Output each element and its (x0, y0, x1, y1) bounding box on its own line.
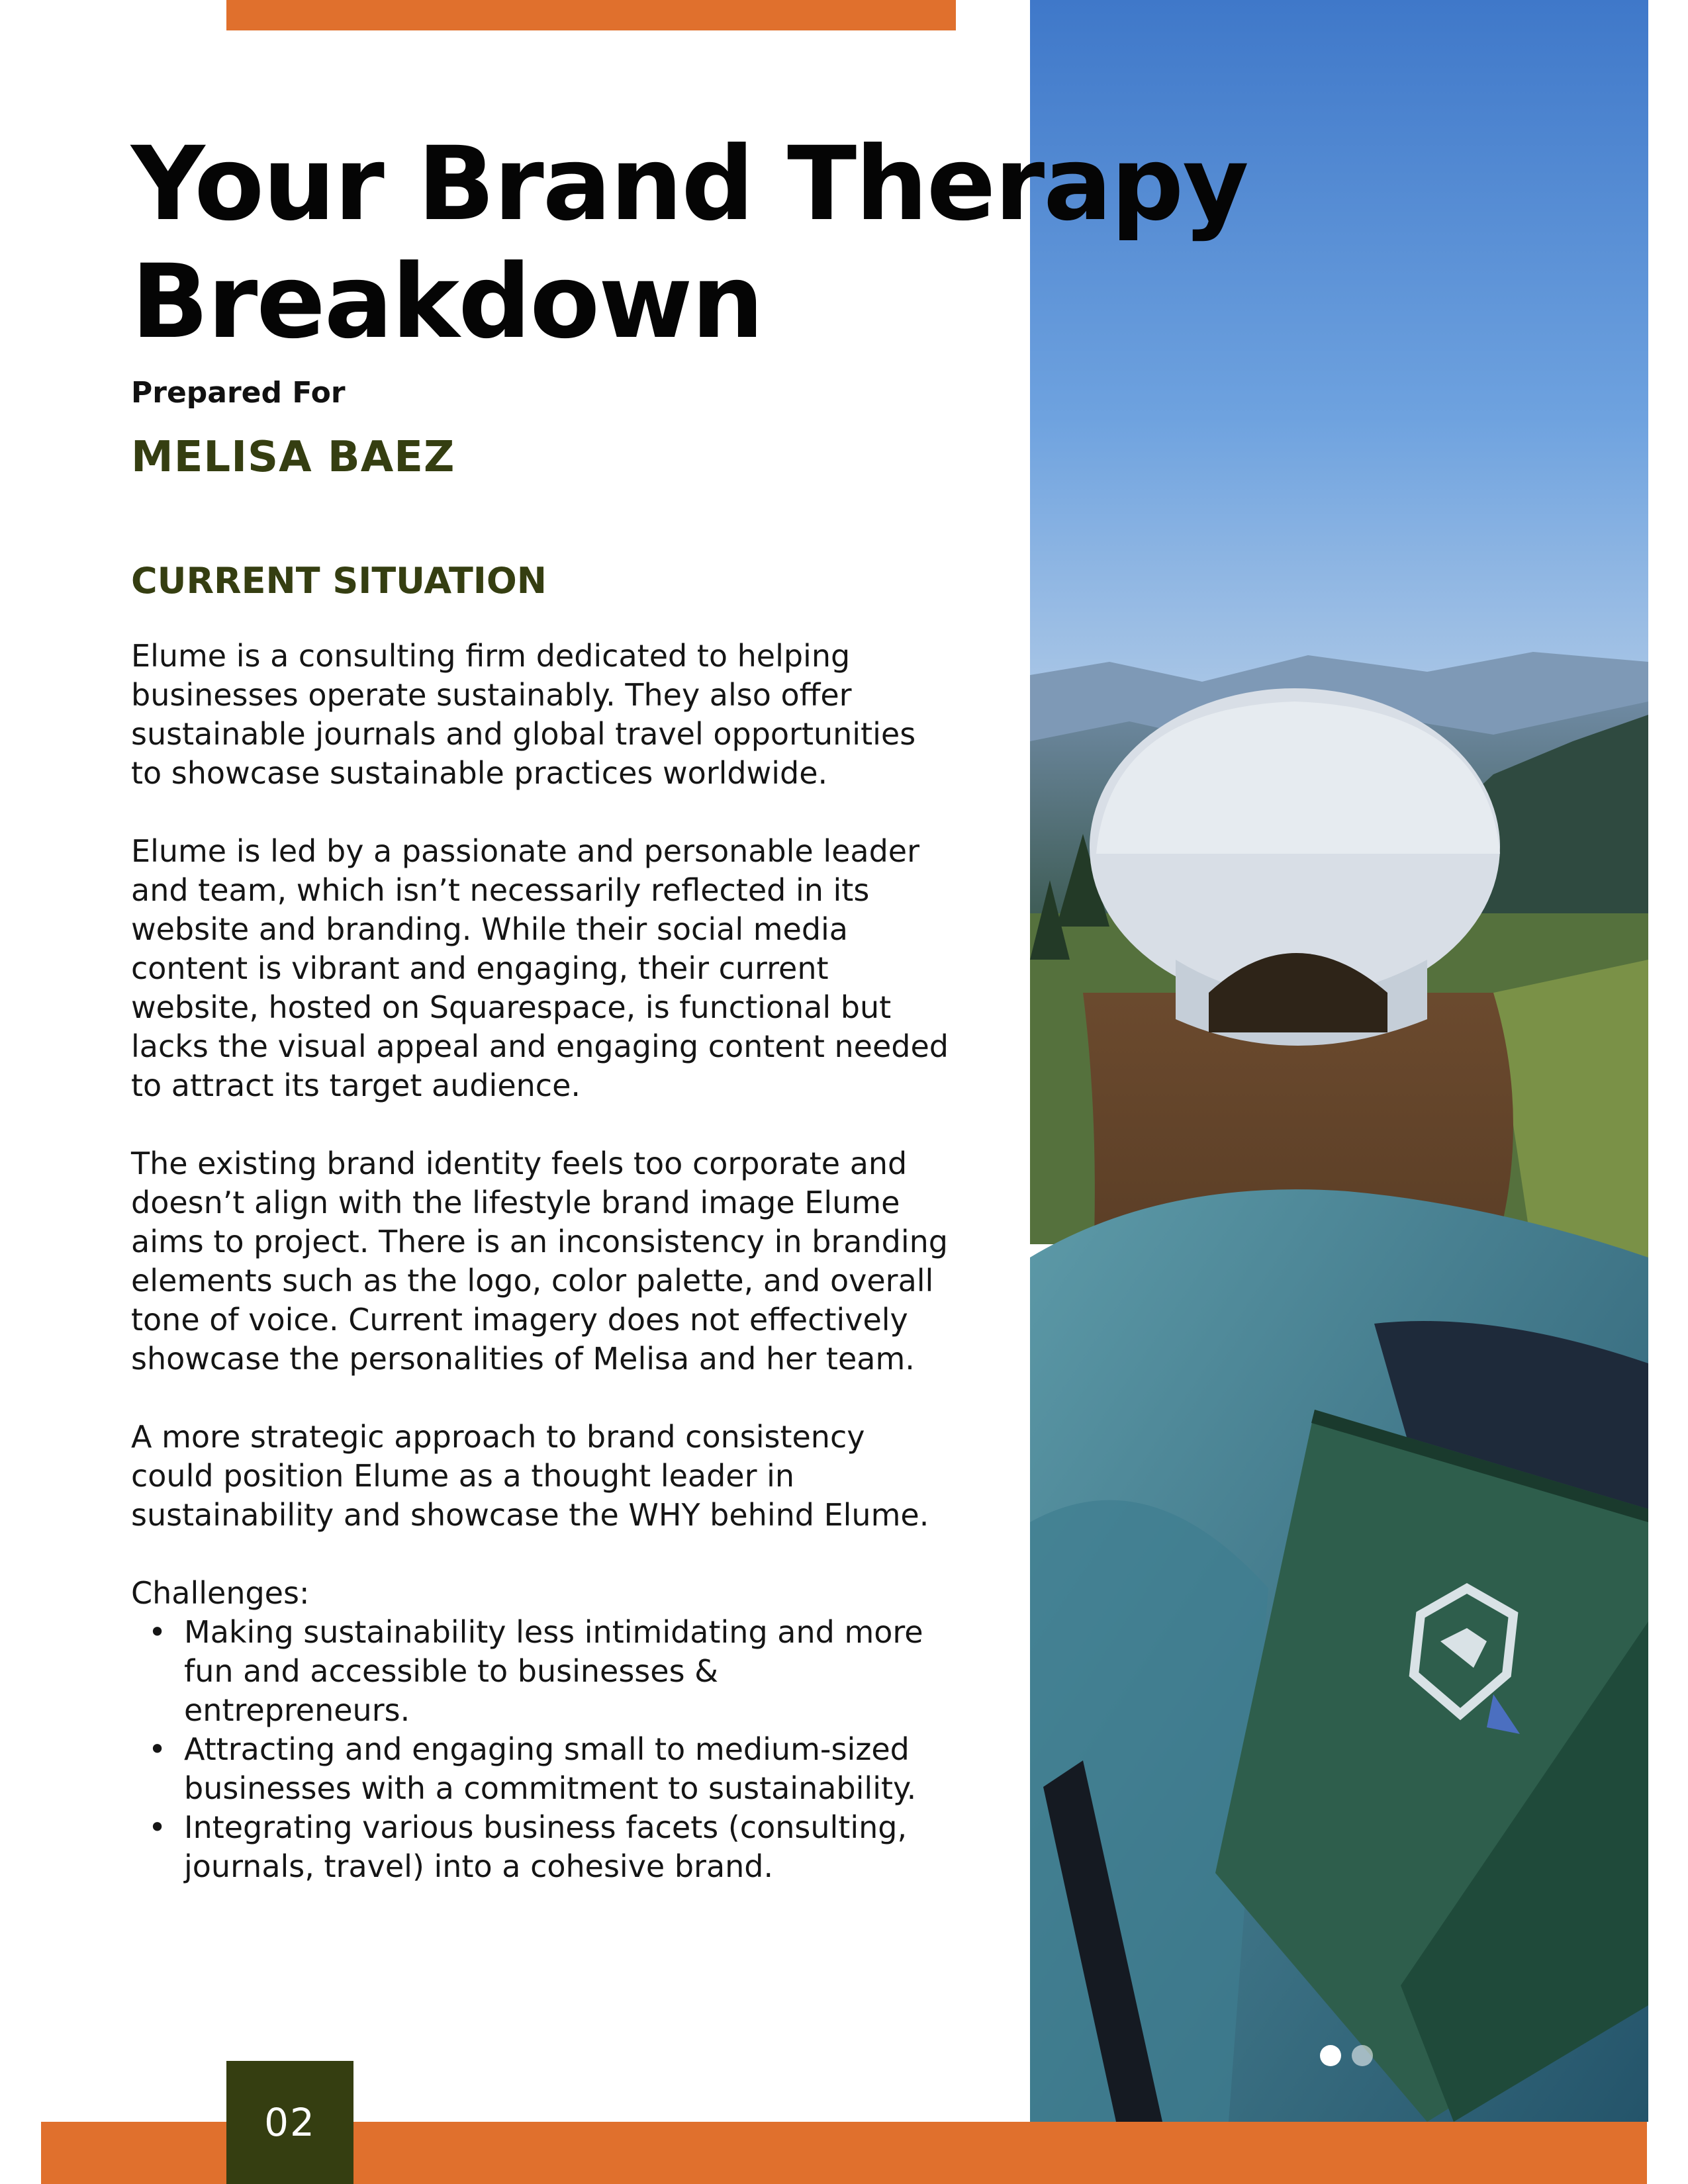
bullet-icon: • (148, 1614, 167, 1650)
bullet-icon: • (148, 1731, 167, 1767)
client-name: MELISA BAEZ (131, 433, 455, 482)
list-item-text: Making sustainability less intimidating and more fun and accessible to businesses & entrepreneurs. (184, 1614, 923, 1728)
page-title (131, 126, 1323, 361)
paragraph: Elume is led by a passionate and personable leader and team, which isn’t necessarily reflected in its website and branding. While their social media content is vibrant and engaging, their current website, hosted on Squarespace, is functional but lacks the visual appeal and engaging content needed to attract its target audience. (131, 833, 949, 1103)
list-item (131, 1613, 952, 1730)
top-accent-bar (226, 0, 956, 30)
paragraph: Elume is a consulting firm dedicated to helping businesses operate sustainably. They also offer sustainable journals and global travel opportunities to showcase sustainable practices worldwide. (131, 638, 916, 791)
page-number: 02 (264, 2100, 316, 2145)
section-heading: CURRENT SITUATION (131, 560, 547, 602)
prepared-for-label: Prepared For (131, 376, 346, 410)
page-title-line-2: Breakdown (131, 243, 763, 361)
page-title-line-1: Your Brand Therapy (131, 125, 1248, 244)
page-number-box (226, 2061, 353, 2184)
challenges-list (131, 1613, 952, 1886)
list-item-text: Integrating various business facets (consulting, journals, travel) into a cohesive brand. (184, 1809, 908, 1884)
section-body (131, 637, 952, 1886)
bullet-icon: • (148, 1809, 167, 1845)
list-item (131, 1730, 952, 1808)
list-item (131, 1808, 952, 1886)
paragraph: The existing brand identity feels too corporate and doesn’t align with the lifestyle brand image Elume aims to project. There is an inconsistency in branding elements such as the logo, color palette, and overall tone of voice. Current imagery does not effectively showcase the personalities of Melisa and her team. (131, 1146, 948, 1377)
carousel-dots (1320, 2045, 1373, 2066)
carousel-dot-1[interactable] (1320, 2045, 1341, 2066)
challenges-label: Challenges: (131, 1575, 310, 1611)
paragraph: A more strategic approach to brand consistency could position Elume as a thought leader in sustainability and showcase the WHY behind Elume. (131, 1419, 929, 1533)
list-item-text: Attracting and engaging small to medium-sized businesses with a commitment to sustainability. (184, 1731, 917, 1806)
carousel-dot-2[interactable] (1352, 2045, 1373, 2066)
